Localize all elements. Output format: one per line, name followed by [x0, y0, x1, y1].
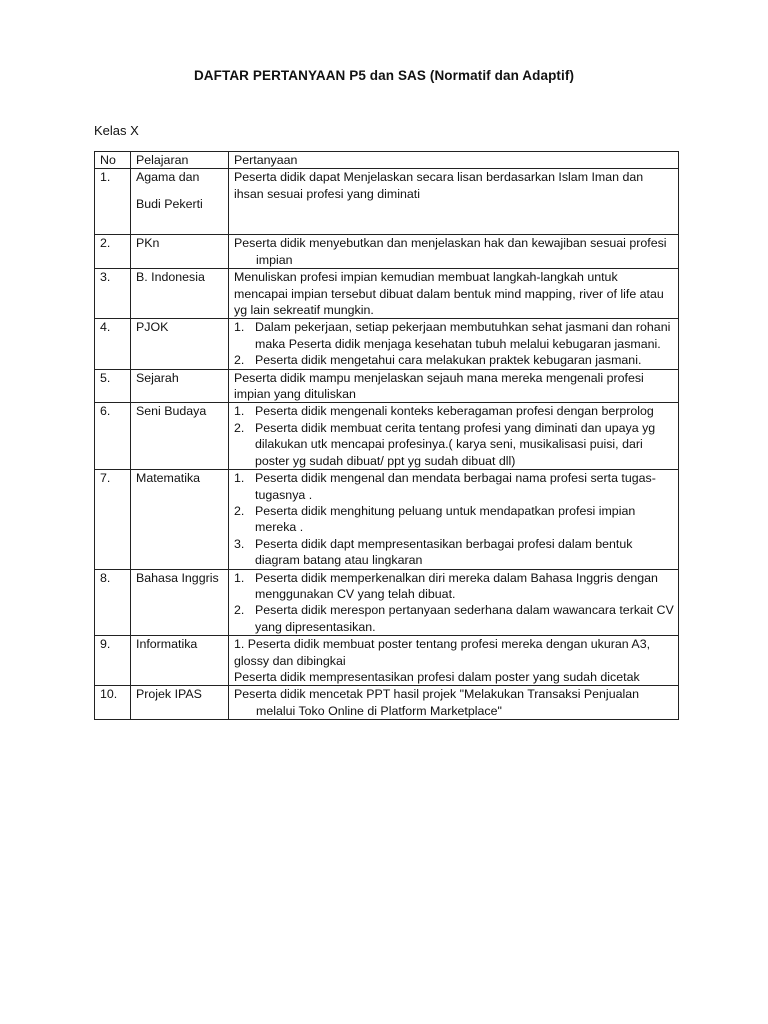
item-number: 2.	[234, 353, 245, 368]
row-question	[229, 169, 679, 235]
item-text: Dalam pekerjaan, setiap pekerjaan membutuhkan sehat jasmani dan rohani maka Peserta didik menjaga kesehatan tubuh melalui kebugaran jasmani.	[255, 320, 671, 351]
row-question	[229, 403, 679, 470]
row-subject: Informatika	[131, 636, 229, 686]
question-list	[234, 319, 674, 368]
question-text: Peserta didik dapat Menjelaskan secara lisan berdasarkan Islam Iman dan ihsan sesuai profesi yang diminati	[234, 170, 644, 201]
header-question: Pertanyaan	[229, 152, 679, 169]
class-label: Kelas X	[94, 123, 139, 138]
row-number: 7.	[95, 470, 131, 569]
table-row	[95, 686, 679, 720]
row-subject: PKn	[131, 235, 229, 269]
row-question	[229, 319, 679, 369]
row-number: 9.	[95, 636, 131, 686]
row-number: 6.	[95, 403, 131, 470]
item-text: Peserta didik mengetahui cara melakukan praktek kebugaran jasmani.	[255, 353, 642, 368]
row-subject: Sejarah	[131, 369, 229, 403]
questions-table	[94, 151, 679, 720]
table-row	[95, 169, 679, 235]
table-row	[95, 470, 679, 569]
list-item	[234, 470, 674, 503]
item-text: Peserta didik memperkenalkan diri mereka dalam Bahasa Inggris dengan menggunakan CV yang telah dibuat.	[255, 570, 658, 601]
list-item	[234, 503, 674, 536]
row-subject	[131, 169, 229, 235]
row-subject: Matematika	[131, 470, 229, 569]
list-item	[234, 420, 674, 469]
list-item	[234, 352, 674, 368]
row-question	[229, 235, 679, 269]
row-question	[229, 686, 679, 720]
row-number: 1.	[95, 169, 131, 235]
row-number: 10.	[95, 686, 131, 720]
question-text: Peserta didik mempresentasikan profesi dalam poster yang sudah dicetak	[234, 669, 640, 684]
list-item	[234, 570, 674, 603]
item-text: Peserta didik mengenali konteks keberagaman profesi dengan berprolog	[255, 404, 654, 419]
row-number: 8.	[95, 569, 131, 636]
row-question	[229, 369, 679, 403]
table-row	[95, 569, 679, 636]
item-number: 1.	[234, 471, 245, 486]
question-text: 1. Peserta didik membuat poster tentang profesi mereka dengan ukuran A3, glossy dan dibingkai	[234, 637, 651, 668]
table-row	[95, 235, 679, 269]
item-number: 1.	[234, 404, 245, 419]
header-subject: Pelajaran	[131, 152, 229, 169]
row-subject: Projek IPAS	[131, 686, 229, 720]
item-number: 2.	[234, 503, 245, 518]
list-item	[234, 536, 674, 569]
question-list	[234, 403, 674, 469]
row-question	[229, 569, 679, 636]
subject-line: Agama dan	[136, 170, 200, 185]
table-row	[95, 269, 679, 319]
row-number: 4.	[95, 319, 131, 369]
item-number: 2.	[234, 420, 245, 435]
question-text: Peserta didik menyebutkan dan menjelaskan hak dan kewajiban sesuai profesi impian	[234, 236, 667, 267]
item-text: Peserta didik mengenal dan mendata berbagai nama profesi serta tugas-tugasnya .	[255, 471, 656, 502]
item-text: Peserta didik merespon pertanyaan sederhana dalam wawancara terkait CV yang dipresentasikan.	[255, 603, 674, 634]
question-text: Peserta didik mampu menjelaskan sejauh mana mereka mengenali profesi impian yang dituliskan	[234, 370, 644, 402]
question-list	[234, 570, 674, 636]
item-number: 2.	[234, 603, 245, 618]
row-subject: Bahasa Inggris	[131, 569, 229, 636]
item-text: Peserta didik membuat cerita tentang profesi yang diminati dan upaya yg dilakukan utk mencapai profesinya.( karya seni, musikalisasi puisi, dari poster yg sudah dibuat/ ppt yg sudah dibuat dll)	[255, 420, 656, 468]
item-number: 1.	[234, 570, 245, 585]
list-item	[234, 319, 674, 352]
header-no: No	[95, 152, 131, 169]
question-list	[234, 470, 674, 568]
row-question	[229, 269, 679, 319]
row-number: 3.	[95, 269, 131, 319]
list-item	[234, 602, 674, 635]
table-row	[95, 369, 679, 403]
row-subject: Seni Budaya	[131, 403, 229, 470]
question-text: Peserta didik mencetak PPT hasil projek "Melakukan Transaksi Penjualan melalui Toko Online di Platform Marketplace"	[234, 687, 640, 718]
table-header-row	[95, 152, 679, 169]
item-text: Peserta didik dapt mempresentasikan berbagai profesi dalam bentuk diagram batang atau lingkaran	[255, 536, 633, 568]
row-subject: PJOK	[131, 319, 229, 369]
table-row	[95, 636, 679, 686]
table-row	[95, 403, 679, 470]
page-title: DAFTAR PERTANYAAN P5 dan SAS (Normatif dan Adaptif)	[193, 68, 575, 83]
question-text: Menuliskan profesi impian kemudian membuat langkah-langkah untuk mencapai impian tersebut dibuat dalam bentuk mind mapping, river of life atau yg lain sekreatif mungkin.	[234, 270, 664, 318]
row-question	[229, 470, 679, 569]
item-text: Peserta didik menghitung peluang untuk mendapatkan profesi impian mereka .	[255, 503, 636, 535]
row-question	[229, 636, 679, 686]
list-item	[234, 403, 674, 419]
item-number: 1.	[234, 320, 245, 335]
item-number: 3.	[234, 536, 245, 551]
subject-line: Budi Pekerti	[136, 196, 203, 211]
table-row	[95, 319, 679, 369]
row-number: 2.	[95, 235, 131, 269]
row-subject: B. Indonesia	[131, 269, 229, 319]
row-number: 5.	[95, 369, 131, 403]
